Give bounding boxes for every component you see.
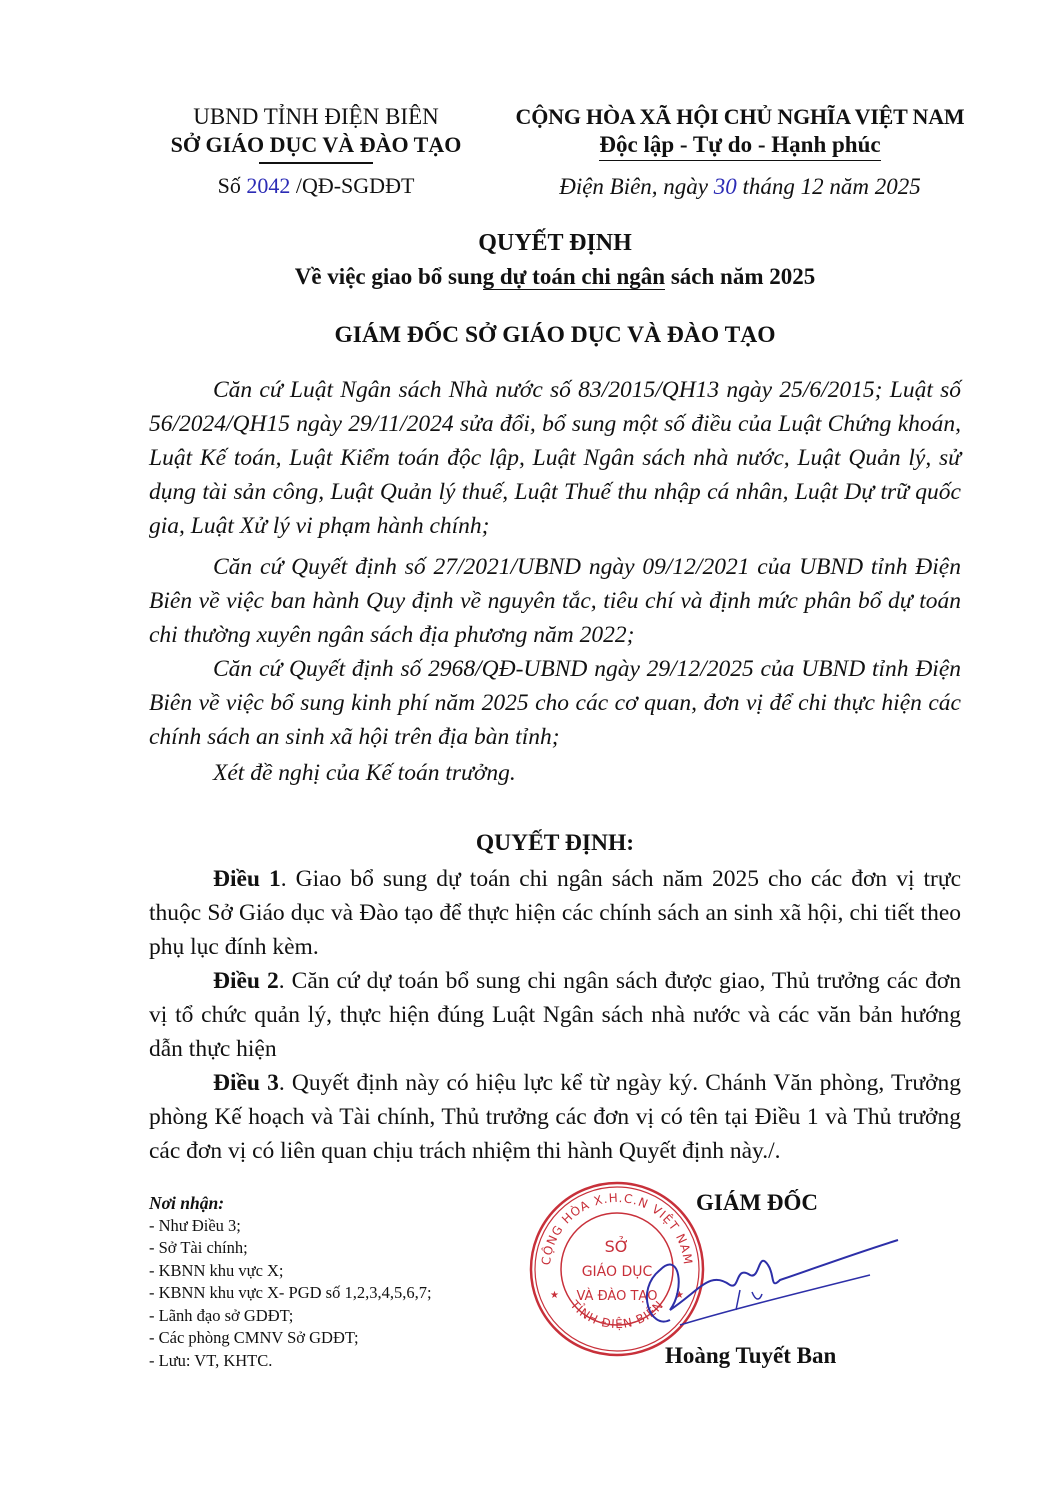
signature-stroke-main	[647, 1240, 898, 1322]
article-1-label: Điều 1	[213, 866, 281, 892]
seal-star-right-icon: ★	[675, 1290, 684, 1301]
document-number-value: 2042	[246, 173, 291, 198]
national-title: CỘNG HÒA XÃ HỘI CHỦ NGHĨA VIỆT NAM	[515, 104, 965, 129]
article-2-label: Điều 2	[213, 968, 279, 994]
recipient-item: - Như Điều 3;	[149, 1215, 241, 1235]
document-number	[140, 172, 492, 200]
handwritten-signature-icon	[640, 1230, 900, 1350]
subtitle-part-2: sách năm 2025	[665, 264, 816, 289]
preamble-paragraph-1: Căn cứ Luật Ngân sách Nhà nước số 83/2015/QH13 ngày 25/6/2015; Luật số 56/2024/QH15 ngày 29/11/2024 sửa đổi, bổ sung một số điều của Luật Chứng khoán, Luật Kế toán, Luật Kiểm toán độc lập, Luật Ngân sách nhà nước, Luật Quản lý, sử dụng tài sản công, Luật Quản lý thuế, Luật Thuế thu nhập cá nhân, Luật Dự trữ quốc gia, Luật Xử lý vi phạm hành chính;	[149, 377, 961, 539]
recipient-item: - KBNN khu vực X- PGD số 1,2,3,4,5,6,7;	[149, 1283, 432, 1302]
preamble-paragraph-4: Xét đề nghị của Kế toán trưởng.	[213, 760, 516, 786]
document-number-prefix: Số	[217, 173, 247, 198]
seal-star-left-icon: ★	[550, 1290, 559, 1301]
preamble-paragraph-2: Căn cứ Quyết định số 27/2021/UBND ngày 09/12/2021 của UBND tỉnh Điện Biên về việc ban hành Quy định về nguyên tắc, tiêu chí và định mức phân bổ dự toán chi thường xuyên ngân sách địa phương năm 2022;	[149, 554, 961, 648]
article-3	[149, 1066, 961, 1168]
national-motto: Độc lập - Tự do - Hạnh phúc	[599, 131, 880, 161]
national-heading-block	[495, 103, 985, 201]
date-suffix: tháng 12 năm 2025	[736, 174, 921, 199]
decision-heading: QUYẾT ĐỊNH:	[475, 830, 635, 856]
seal-inner-line-1: SỞ	[604, 1237, 630, 1256]
signatory-name: Hoàng Tuyết Ban	[665, 1343, 837, 1368]
issuing-agency-block	[140, 103, 492, 200]
date-day: 30	[713, 174, 737, 199]
issuer-title: GIÁM ĐỐC SỞ GIÁO DỤC VÀ ĐÀO TẠO	[334, 322, 776, 348]
recipient-item: - Lưu: VT, KHTC.	[149, 1350, 273, 1370]
provincial-authority: UBND TỈNH ĐIỆN BIÊN	[193, 104, 439, 129]
preamble-paragraph-3: Căn cứ Quyết định số 2968/QĐ-UBND ngày 29/12/2025 của UBND tỉnh Điện Biên về việc bổ sung kinh phí năm 2025 cho các cơ quan, đơn vị để chi thực hiện các chính sách an sinh xã hội trên địa bàn tỉnh;	[149, 656, 961, 750]
document-number-suffix: /QĐ-SGDĐT	[290, 173, 415, 198]
document-subtitle	[140, 260, 970, 294]
department-underline	[259, 162, 373, 164]
article-3-label: Điều 3	[213, 1070, 279, 1096]
seal-text-top-path: CỘNG HÒA X.H.C.N VIỆT NAM	[539, 1190, 696, 1266]
article-1	[149, 862, 961, 964]
seal-inner-line-3: VÀ ĐÀO TẠO	[576, 1289, 658, 1304]
article-2	[149, 964, 961, 1066]
recipients-heading: Nơi nhận:	[149, 1193, 225, 1213]
subtitle-underlined: g dự toán chi ngân	[482, 264, 666, 289]
subtitle-part-1: Về việc giao bổ sun	[294, 264, 483, 289]
article-1-text: . Giao bổ sung dự toán chi ngân sách năm 2025 cho các đơn vị trực thuộc Sở Giáo dục và Đào tạo để thực hiện các chính sách an sinh xã hội, chi tiết theo phụ lục đính kèm.	[149, 866, 962, 960]
recipient-item: - Các phòng CMNV Sở GDĐT;	[149, 1328, 359, 1347]
signature-stroke-detail	[736, 1290, 762, 1310]
document-title: QUYẾT ĐỊNH	[478, 230, 632, 256]
date-prefix: Điện Biên, ngày	[559, 174, 714, 199]
seal-text-bottom-path: TỈNH ĐIỆN BIÊN	[567, 1297, 667, 1332]
article-2-text: . Căn cứ dự toán bổ sung chi ngân sách được giao, Thủ trưởng các đơn vị tổ chức quản lý, thực hiện đúng Luật Ngân sách nhà nước và các văn bản hướng dẫn thực hiện	[149, 968, 962, 1062]
seal-inner-line-2: GIÁO DỤC	[581, 1264, 653, 1280]
signatory-position: GIÁM ĐỐC	[696, 1190, 819, 1215]
article-3-text: . Quyết định này có hiệu lực kể từ ngày ký. Chánh Văn phòng, Trưởng phòng Kế hoạch và Tài chính, Thủ trưởng các đơn vị có tên tại Điều 1 và Thủ trưởng các đơn vị có liên quan chịu trách nhiệm thi hành Quyết định này./.	[149, 1070, 961, 1164]
recipient-item: - Sở Tài chính;	[149, 1238, 248, 1257]
recipients-block	[149, 1192, 432, 1372]
recipient-item: - Lãnh đạo sở GDĐT;	[149, 1305, 294, 1325]
recipient-item: - KBNN khu vực X;	[149, 1260, 284, 1280]
department-name: SỞ GIÁO DỤC VÀ ĐÀO TẠO	[170, 132, 462, 157]
document-date	[495, 173, 985, 201]
